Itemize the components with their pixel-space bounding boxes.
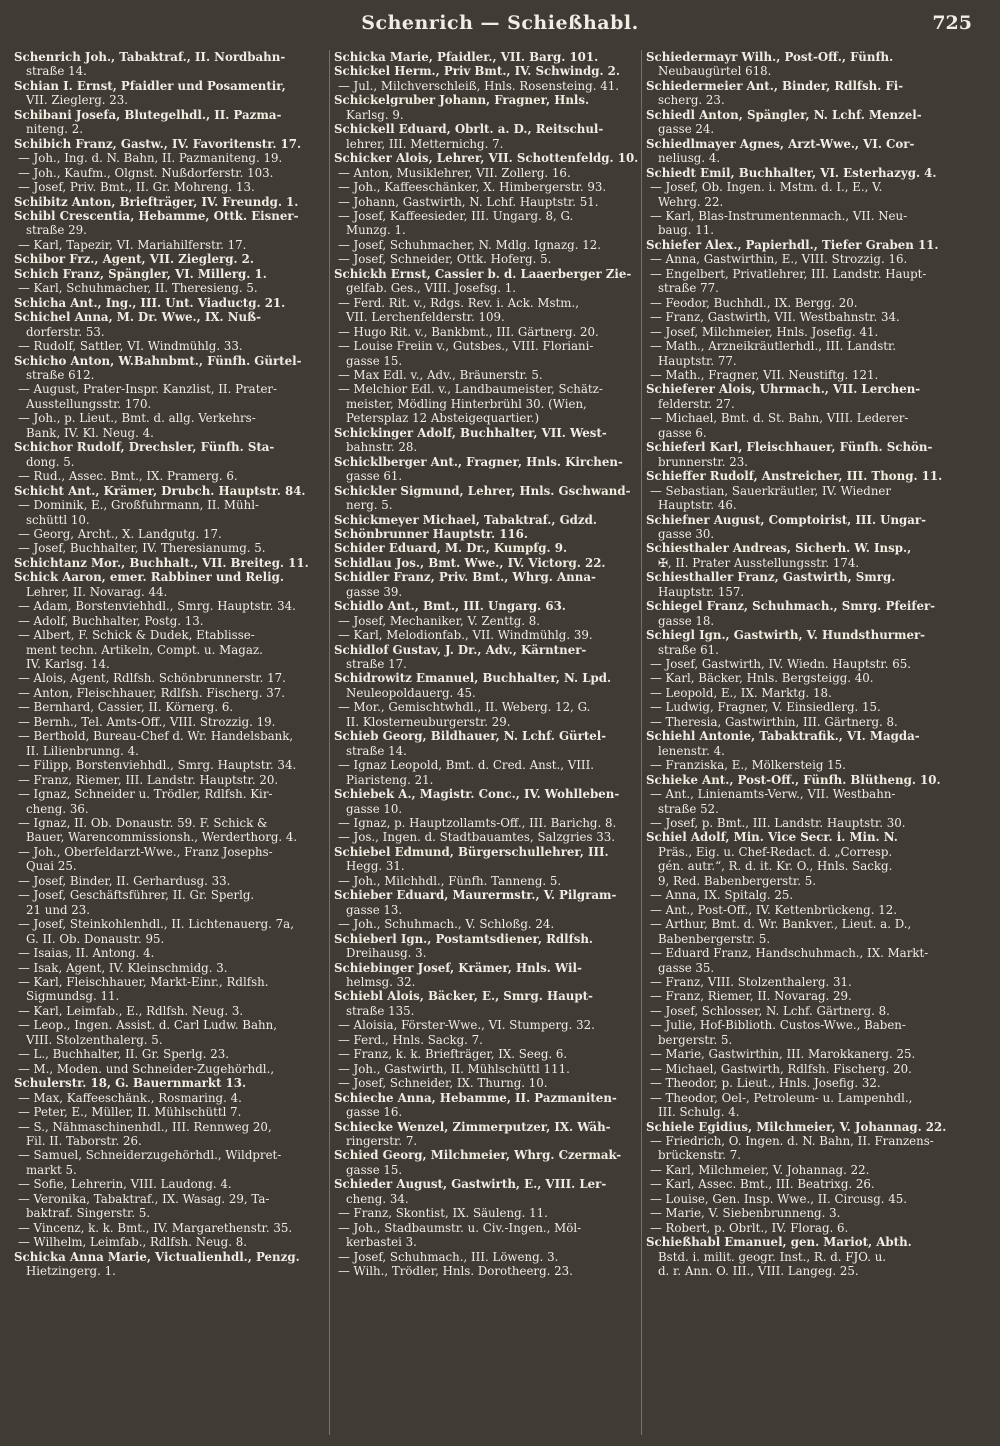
directory-entry-line: — Ignaz, p. Hauptzollamts-Off., III. Barichg. 8.	[338, 816, 617, 831]
directory-entry-line: Schiecke Wenzel, Zimmerputzer, IX. Wäh-	[334, 1119, 611, 1134]
directory-entry-line: — Max Edl. v., Adv., Bräunerstr. 5.	[338, 367, 543, 382]
directory-entry-line: ment techn. Artikeln, Compt. u. Magaz.	[26, 642, 263, 657]
directory-entry-line: Schick Aaron, emer. Rabbiner und Relig.	[14, 570, 284, 585]
directory-entry-line: markt 5.	[26, 1162, 77, 1177]
directory-entry-line: — Josef, Kaffeesieder, III. Ungarg. 8, G.	[338, 208, 574, 223]
directory-entry-line: — Joh., Stadbaumstr. u. Civ.-Ingen., Möl-	[338, 1220, 582, 1235]
directory-entry-line: schüttl 10.	[26, 512, 90, 527]
directory-entry-line: — Josef, Binder, II. Gerhardusg. 33.	[18, 873, 231, 888]
directory-entry-line: Schiedlmayer Agnes, Arzt-Wwe., VI. Cor-	[646, 136, 915, 151]
directory-entry-line: — Anna, Gastwirthin, E., VIII. Strozzig. 16.	[650, 252, 908, 267]
directory-entry-line: Schießhabl Emanuel, gen. Mariot, Abth.	[646, 1235, 912, 1250]
directory-entry-line: Schidlau Jos., Bmt. Wwe., IV. Victorg. 22.	[334, 555, 606, 570]
directory-column-3	[646, 50, 990, 1440]
directory-entry-line: Babenbergerstr. 5.	[658, 931, 771, 946]
directory-entry-line: Schibl Crescentia, Hebamme, Ottk. Eisner-	[14, 208, 299, 223]
directory-entry-line: Schiedermeier Ant., Binder, Rdlfsh. Fi-	[646, 78, 904, 93]
directory-entry-line: Schiefner August, Comptoirist, III. Ungar-	[646, 512, 927, 527]
directory-entry-line: Schibor Frz., Agent, VII. Zieglerg. 2.	[14, 252, 254, 267]
directory-entry-line: Schickh Ernst, Cassier b. d. Laaerberger Zie-	[334, 266, 632, 281]
directory-entry-line: — Albert, F. Schick & Dudek, Etablisse-	[18, 628, 255, 643]
directory-entry-line: — Wilhelm, Leimfab., Rdlfsh. Neug. 8.	[18, 1235, 247, 1250]
directory-entry-line: — Rudolf, Sattler, VI. Windmühlg. 33.	[18, 339, 243, 354]
directory-entry-line: Bauer, Warencommissionsh., Werderthorg. 4.	[26, 830, 298, 845]
directory-entry-line: Schieb Georg, Bildhauer, N. Lchf. Gürtel-	[334, 729, 607, 744]
directory-entry-line: Schian I. Ernst, Pfaidler und Posamentir,	[14, 78, 286, 93]
directory-entry-line: Schiegel Franz, Schuhmach., Smrg. Pfeifer-	[646, 599, 936, 614]
directory-entry-line: Hauptstr. 46.	[658, 498, 737, 513]
directory-entry-line: — Ant., Linienamts-Verw., VII. Westbahn-	[650, 787, 896, 802]
directory-entry-line: Schichtanz Mor., Buchhalt., VII. Breiteg. 11.	[14, 555, 309, 570]
directory-entry-line: Lehrer, II. Novarag. 44.	[26, 584, 168, 599]
directory-entry-line: — Friedrich, O. Ingen. d. N. Bahn, II. Franzens-	[650, 1133, 934, 1148]
directory-entry-line: — Michael, Bmt. d. St. Bahn, VIII. Lederer-	[650, 411, 909, 426]
directory-entry-line: — Math., Arzneikräutlerhdl., III. Landstr.	[650, 339, 897, 354]
directory-entry-line: straße 61.	[658, 642, 719, 657]
directory-entry-line: — Melchior Edl. v., Landbaumeister, Schätz-	[338, 382, 603, 397]
directory-entry-line: Ausstellungsstr. 170.	[26, 396, 152, 411]
directory-column-1	[14, 50, 326, 1440]
directory-entry-line: Schiedl Anton, Spängler, N. Lchf. Menzel-	[646, 107, 922, 122]
directory-entry-line: — Isaias, II. Antong. 4.	[18, 946, 155, 961]
directory-entry-line: d. r. Ann. O. III., VIII. Langeg. 25.	[658, 1264, 859, 1279]
directory-entry-line: nerg. 5.	[346, 498, 393, 513]
directory-entry-line: — Theresia, Gastwirthin, III. Gärtnerg. 8.	[650, 714, 898, 729]
directory-entry-line: Schenrich Joh., Tabaktraf., II. Nordbahn-	[14, 50, 286, 64]
page-header	[0, 8, 1000, 42]
directory-entry-line: — Louise, Gen. Insp. Wwe., II. Circusg. 45.	[650, 1191, 908, 1206]
directory-entry-line: Schieber Eduard, Maurermstr., V. Pilgram-	[334, 888, 617, 903]
directory-entry-line: Schiebinger Josef, Krämer, Hnls. Wil-	[334, 960, 582, 975]
directory-entry-line: straße 14.	[346, 743, 407, 758]
directory-entry-line: Schiedermayr Wilh., Post-Off., Fünfh.	[646, 50, 894, 64]
directory-entry-line: — Karl, Tapezir, VI. Mariahilferstr. 17.	[18, 237, 247, 252]
directory-entry-line: dorferstr. 53.	[26, 324, 105, 339]
directory-entry-line: VII. Lerchenfelderstr. 109.	[346, 310, 505, 325]
directory-entry-line: — Josef, Milchmeier, Hnls. Josefig. 41.	[650, 324, 879, 339]
directory-entry-line: Schieferl Karl, Fleischhauer, Fünfh. Schön-	[646, 440, 933, 455]
directory-entry-line: — Wilh., Trödler, Hnls. Dorotheerg. 23.	[338, 1264, 573, 1279]
directory-entry-line: VIII. Stolzenthalerg. 5.	[26, 1032, 163, 1047]
directory-entry-line: gelfab. Ges., VIII. Josefsg. 1.	[346, 281, 517, 296]
directory-entry-line: Schönbrunner Hauptstr. 116.	[334, 526, 528, 541]
directory-entry-line: — Bernhard, Cassier, II. Körnerg. 6.	[18, 700, 234, 715]
directory-entry-line: VII. Zieglerg. 23.	[26, 93, 129, 108]
directory-entry-line: — Jul., Milchverschleiß, Hnls. Rosensteing. 41.	[338, 78, 619, 93]
directory-entry-line: gasse 39.	[346, 584, 403, 599]
directory-entry-line: — Eduard Franz, Handschuhmach., IX. Markt-	[650, 946, 929, 961]
directory-entry-line: straße 612.	[26, 367, 95, 382]
directory-entry-line: Schicht Ant., Krämer, Drubch. Hauptstr. 84.	[14, 483, 306, 498]
directory-entry-line: — Ant., Post-Off., IV. Kettenbrückeng. 12.	[650, 902, 897, 917]
directory-entry-line: — Josef, Geschäftsführer, II. Gr. Sperlg.	[18, 888, 255, 903]
directory-entry-line: III. Schulg. 4.	[658, 1105, 740, 1120]
directory-entry-line: Schicka Marie, Pfaidler., VII. Barg. 101.	[334, 50, 599, 64]
directory-entry-line: II. Lilienbrunng. 4.	[26, 743, 139, 758]
directory-entry-line: Dreihausg. 3.	[346, 946, 427, 961]
directory-entry-line: straße 52.	[658, 801, 719, 816]
directory-entry-line: — Karl, Schuhmacher, II. Theresieng. 5.	[18, 281, 258, 296]
directory-entry-line: — Samuel, Schneiderzugehörhdl., Wildpret-	[18, 1148, 282, 1163]
column-rule	[641, 50, 642, 1435]
directory-entry-line: — Josef, Schuhmacher, N. Mdlg. Ignazg. 12.	[338, 237, 601, 252]
directory-entry-line: Karlsg. 9.	[346, 107, 404, 122]
directory-entry-line: Schidlof Gustav, J. Dr., Adv., Kärntner-	[334, 642, 587, 657]
directory-entry-line: Schider Eduard, M. Dr., Kumpfg. 9.	[334, 541, 568, 556]
directory-entry-line: — Adam, Borstenviehhdl., Smrg. Hauptstr. 34.	[18, 599, 296, 614]
directory-entry-line: Schibani Josefa, Blutegelhdl., II. Pazma-	[14, 107, 282, 122]
directory-entry-line: felderstr. 27.	[658, 396, 735, 411]
directory-entry-line: — Joh., Kaffeeschänker, X. Himbergerstr. 93.	[338, 180, 607, 195]
directory-entry-line: kerbastei 3.	[346, 1235, 417, 1250]
directory-entry-line: — Karl, Assec. Bmt., III. Beatrixg. 26.	[650, 1177, 875, 1192]
directory-column-2	[334, 50, 638, 1440]
directory-entry-line: — Mor., Gemischtwhdl., II. Weberg. 12, G.	[338, 700, 591, 715]
directory-entry-line: — Josef, p. Bmt., III. Landstr. Hauptstr. 30.	[650, 816, 906, 831]
directory-entry-line: Hietzingerg. 1.	[26, 1264, 116, 1279]
directory-entry-line: — Peter, E., Müller, II. Mühlschüttl 7.	[18, 1105, 242, 1120]
directory-entry-line: — Joh., Gastwirth, II. Mühlschüttl 111.	[338, 1061, 570, 1076]
directory-entry-line: — Jos., Ingen. d. Stadtbauamtes, Salzgries 33.	[338, 830, 616, 845]
directory-entry-line: — Franz, k. k. Briefträger, IX. Seeg. 6.	[338, 1047, 568, 1062]
directory-entry-line: — Franz, Riemer, II. Novarag. 29.	[650, 989, 852, 1004]
directory-entry-line: — Johann, Gastwirth, N. Lchf. Hauptstr. 51.	[338, 194, 599, 209]
directory-entry-line: gasse 16.	[346, 1105, 403, 1120]
directory-entry-line: cheng. 36.	[26, 801, 89, 816]
directory-entry-line: Schiel Adolf, Min. Vice Secr. i. Min. N.	[646, 830, 898, 845]
directory-entry-line: gasse 13.	[346, 902, 403, 917]
directory-entry-line: lehrer, III. Metternichg. 7.	[346, 136, 504, 151]
directory-entry-line: Schiehl Antonie, Tabaktrafik., VI. Magda-	[646, 729, 920, 744]
directory-entry-line: — Josef, Steinkohlenhdl., II. Lichtenauerg. 7a,	[18, 917, 294, 932]
directory-entry-line: — Adolf, Buchhalter, Postg. 13.	[18, 613, 204, 628]
directory-entry-line: cheng. 34.	[346, 1191, 409, 1206]
directory-entry-line: Schickelgruber Johann, Fragner, Hnls.	[334, 93, 590, 108]
directory-entry-line: gasse 30.	[658, 526, 715, 541]
directory-entry-line: Schied Georg, Milchmeier, Whrg. Czermak-	[334, 1148, 622, 1163]
directory-entry-line: — Josef, Schlosser, N. Lchf. Gärtnerg. 8.	[650, 1003, 890, 1018]
directory-entry-line: — Ignaz Leopold, Bmt. d. Cred. Anst., VIII.	[338, 758, 595, 773]
directory-entry-line: — Josef, Schneider, IX. Thurng. 10.	[338, 1076, 548, 1091]
directory-entry-line: — Engelbert, Privatlehrer, III. Landstr. Haupt-	[650, 266, 927, 281]
directory-entry-line: Schiefer Alex., Papierhdl., Tiefer Graben 11.	[646, 237, 939, 252]
directory-entry-line: gasse 15.	[346, 1162, 403, 1177]
directory-entry-line: — August, Prater-Inspr. Kanzlist, II. Prater-	[18, 382, 278, 397]
directory-entry-line: — Michael, Gastwirth, Rdlfsh. Fischerg. 20.	[650, 1061, 912, 1076]
directory-entry-line: — S., Nähmaschinenhdl., III. Rennweg 20,	[18, 1119, 272, 1134]
directory-entry-line: Schieder August, Gastwirth, E., VIII. Ler-	[334, 1177, 607, 1192]
directory-entry-line: Schiebek A., Magistr. Conc., IV. Wohlleben-	[334, 787, 620, 802]
directory-entry-line: baktraf. Singerstr. 5.	[26, 1206, 151, 1221]
directory-entry-line: — Leop., Ingen. Assist. d. Carl Ludw. Bahn,	[18, 1018, 277, 1033]
directory-entry-line: Schieberl Ign., Postamtsdiener, Rdlfsh.	[334, 931, 594, 946]
directory-entry-line: scherg. 23.	[658, 93, 725, 108]
directory-entry-line: — Vincenz, k. k. Bmt., IV. Margarethenstr. 35.	[18, 1220, 293, 1235]
directory-entry-line: gasse 10.	[346, 801, 403, 816]
column-rule	[329, 50, 330, 1435]
directory-entry-line: — Leopold, E., IX. Marktg. 18.	[650, 685, 832, 700]
directory-entry-line: Schiesthaler Andreas, Sicherh. W. Insp.,	[646, 541, 912, 556]
directory-entry-line: — Josef, Buchhalter, IV. Theresianumg. 5.	[18, 541, 266, 556]
directory-entry-line: Hegg. 31.	[346, 859, 405, 874]
directory-entry-line: — Feodor, Buchhdl., IX. Bergg. 20.	[650, 295, 858, 310]
directory-entry-line: — Aloisia, Förster-Wwe., VI. Stumperg. 32.	[338, 1018, 595, 1033]
directory-entry-line: straße 29.	[26, 223, 87, 238]
directory-entry-line: Sigmundsg. 11.	[26, 989, 120, 1004]
directory-entry-line: Bank, IV. Kl. Neug. 4.	[26, 425, 154, 440]
directory-entry-line: — Anton, Musiklehrer, VII. Zollerg. 16.	[338, 165, 571, 180]
directory-entry-line: helmsg. 32.	[346, 975, 416, 989]
directory-entry-line: meister, Mödling Hinterbrühl 30. (Wien,	[346, 396, 587, 411]
directory-entry-line: Piaristeng. 21.	[346, 772, 434, 787]
directory-entry-line: G. II. Ob. Donaustr. 95.	[26, 931, 165, 946]
directory-entry-line: brunnerstr. 23.	[658, 454, 749, 469]
directory-entry-line: — Franz, Gastwirth, VII. Westbahnstr. 34.	[650, 310, 900, 325]
directory-entry-line: Hauptstr. 77.	[658, 353, 737, 368]
directory-entry-line: Schich Franz, Spängler, VI. Millerg. 1.	[14, 266, 267, 281]
directory-entry-line: — Ferd. Rit. v., Rdgs. Rev. i. Ack. Mstm.,	[338, 295, 579, 310]
directory-entry-line: Schieferer Alois, Uhrmach., VII. Lerchen-	[646, 382, 921, 397]
directory-entry-line: Neubaugürtel 618.	[658, 64, 772, 79]
directory-entry-line: Schichor Rudolf, Drechsler, Fünfh. Sta-	[14, 440, 275, 455]
directory-entry-line: — Karl, Bäcker, Hnls. Bergsteigg. 40.	[650, 671, 874, 686]
directory-entry-line: — Josef, Priv. Bmt., II. Gr. Mohreng. 13.	[18, 180, 255, 195]
directory-entry-line: — Marie, V. Siebenbrunneng. 3.	[650, 1206, 841, 1221]
directory-entry-line: bahnstr. 28.	[346, 440, 418, 455]
directory-entry-line: Schicka Anna Marie, Victualienhdl., Penzg.	[14, 1249, 300, 1264]
directory-entry-line: — Joh., p. Lieut., Bmt. d. allg. Verkehrs-	[18, 411, 256, 426]
directory-entry-line: Quai 25.	[26, 859, 77, 874]
directory-entry-line: — Sofie, Lehrerin, VIII. Laudong. 4.	[18, 1177, 232, 1192]
directory-entry-line: — Rud., Assec. Bmt., IX. Pramerg. 6.	[18, 469, 238, 484]
directory-entry-line: — Hugo Rit. v., Bankbmt., III. Gärtnerg. 20.	[338, 324, 599, 339]
directory-entry-line: Schiedt Emil, Buchhalter, VI. Esterhazyg. 4.	[646, 165, 937, 180]
directory-entry-line: — Karl, Melodionfab., VII. Windmühlg. 39.	[338, 628, 593, 643]
directory-entry-line: Munzg. 1.	[346, 223, 406, 238]
directory-entry-line: — Ignaz, II. Ob. Donaustr. 59. F. Schick &	[18, 816, 268, 831]
directory-entry-line: Schiebl Alois, Bäcker, E., Smrg. Haupt-	[334, 989, 593, 1004]
directory-entry-line: Schiesthaller Franz, Gastwirth, Smrg.	[646, 570, 896, 585]
directory-entry-line: gasse 61.	[346, 469, 403, 484]
directory-entry-line: straße 135.	[346, 1003, 415, 1018]
directory-entry-line: gasse 15.	[346, 353, 403, 368]
directory-entry-line: straße 14.	[26, 64, 87, 79]
directory-entry-line: Schidler Franz, Priv. Bmt., Whrg. Anna-	[334, 570, 596, 585]
directory-entry-line: — Ferd., Hnls. Sackg. 7.	[338, 1032, 483, 1047]
directory-entry-line: Bstd. i. milit. geogr. Inst., R. d. FJO. u.	[658, 1249, 887, 1264]
directory-entry-line: Schicho Anton, W.Bahnbmt., Fünfh. Gürtel-	[14, 353, 302, 368]
directory-entry-line: — Ignaz, Schneider u. Trödler, Rdlfsh. Kir-	[18, 787, 273, 802]
directory-entry-line: — Georg, Archt., X. Landgutg. 17.	[18, 526, 222, 541]
directory-entry-line: — Karl, Leimfab., E., Rdlfsh. Neug. 3.	[18, 1003, 244, 1018]
directory-entry-line: — Josef, Gastwirth, IV. Wiedn. Hauptstr. 65.	[650, 657, 912, 672]
directory-entry-line: 21 und 23.	[26, 902, 91, 917]
directory-entry-line: Schickinger Adolf, Buchhalter, VII. West-	[334, 425, 607, 440]
directory-entry-line: gasse 6.	[658, 425, 707, 440]
directory-entry-line: lenenstr. 4.	[658, 743, 725, 758]
directory-entry-line: — Ludwig, Fragner, V. Einsiedlerg. 15.	[650, 700, 881, 715]
directory-entry-line: Schicklberger Ant., Fragner, Hnls. Kirchen-	[334, 454, 623, 469]
directory-entry-line: Schicha Ant., Ing., III. Unt. Viaductg. 21.	[14, 295, 286, 310]
directory-entry-line: — Karl, Blas-Instrumentenmach., VII. Neu-	[650, 208, 908, 223]
directory-entry-line: — Franziska, E., Mölkersteig 15.	[650, 758, 846, 773]
directory-entry-line: Schulerstr. 18, G. Bauernmarkt 13.	[14, 1076, 247, 1091]
directory-entry-line: — Marie, Gastwirthin, III. Marokkanerg. 25.	[650, 1047, 916, 1062]
directory-entry-line: — Josef, Mechaniker, V. Zenttg. 8.	[338, 613, 541, 628]
directory-entry-line: — Josef, Schuhmach., III. Löweng. 3.	[338, 1249, 559, 1264]
directory-entry-line: — Joh., Milchhdl., Fünfh. Tanneng. 5.	[338, 873, 562, 888]
directory-entry-line: straße 17.	[346, 657, 407, 672]
directory-entry-line: — Isak, Agent, IV. Kleinschmidg. 3.	[18, 960, 228, 975]
directory-entry-line: IV. Karlsg. 14.	[26, 657, 110, 672]
directory-entry-line: neliusg. 4.	[658, 151, 721, 166]
directory-entry-line: — Josef, Schneider, Ottk. Hoferg. 5.	[338, 252, 552, 267]
directory-entry-line: Schieche Anna, Hebamme, II. Pazmaniten-	[334, 1090, 617, 1105]
directory-entry-line: — Veronika, Tabaktraf., IX. Wasag. 29, Ta-	[18, 1191, 270, 1206]
directory-entry-line: Schieffer Rudolf, Anstreicher, III. Thong. 11.	[646, 469, 943, 484]
directory-entry-line: gasse 35.	[658, 960, 715, 975]
directory-entry-line: — Franz, Skontist, IX. Säuleng. 11.	[338, 1206, 548, 1221]
directory-entry-line: Hauptstr. 157.	[658, 584, 745, 599]
directory-entry-line: Neuleopoldauerg. 45.	[346, 685, 476, 700]
directory-entry-line: — M., Moden. und Schneider-Zugehörhdl.,	[18, 1061, 275, 1076]
directory-entry-line: Schieke Ant., Post-Off., Fünfh. Blütheng. 10.	[646, 772, 941, 787]
directory-entry-line: — Franz, VIII. Stolzenthalerg. 31.	[650, 975, 852, 989]
directory-entry-line: Schickmeyer Michael, Tabaktraf., Gdzd.	[334, 512, 597, 527]
directory-entry-line: — Alois, Agent, Rdlfsh. Schönbrunnerstr. 17.	[18, 671, 286, 686]
directory-entry-line: — Franz, Riemer, III. Landstr. Hauptstr. 20.	[18, 772, 279, 787]
directory-entry-line: Schidrowitz Emanuel, Buchhalter, N. Lpd.	[334, 671, 612, 686]
directory-entry-line: straße 77.	[658, 281, 719, 296]
directory-entry-line: — Louise Freiin v., Gutsbes., VIII. Floriani-	[338, 339, 594, 354]
directory-entry-line: — Joh., Kaufm., Olgnst. Nußdorferstr. 103.	[18, 165, 274, 180]
directory-entry-line: ✠, II. Prater Ausstellungsstr. 174.	[658, 555, 860, 570]
directory-entry-line: — Karl, Milchmeier, V. Johannag. 22.	[650, 1162, 870, 1177]
directory-entry-line: — Julie, Hof-Biblioth. Custos-Wwe., Baben-	[650, 1018, 906, 1033]
directory-entry-line: — Arthur, Bmt. d. Wr. Bankver., Lieut. a. D.,	[650, 917, 912, 932]
directory-entry-line: — Joh., Oberfeldarzt-Wwe., Franz Josephs-	[18, 844, 273, 859]
directory-entry-line: ringerstr. 7.	[346, 1133, 418, 1148]
directory-entry-line: — Joh., Ing. d. N. Bahn, II. Pazmaniteng. 19.	[18, 151, 283, 166]
directory-entry-line: Wehrg. 22.	[658, 194, 724, 209]
directory-entry-line: Schickler Sigmund, Lehrer, Hnls. Gschwand-	[334, 483, 631, 498]
directory-entry-line: 9, Red. Babenbergerstr. 5.	[658, 873, 816, 888]
directory-entry-line: — Anna, IX. Spitalg. 25.	[650, 888, 794, 903]
directory-entry-line: niteng. 2.	[26, 122, 83, 137]
directory-entry-line: gasse 24.	[658, 122, 715, 137]
directory-entry-line: Schickell Eduard, Obrlt. a. D., Reitschul-	[334, 122, 604, 137]
directory-entry-line: dong. 5.	[26, 454, 75, 469]
directory-entry-line: gén. autr.“, R. d. it. Kr. O., Hnls. Sackg.	[658, 859, 893, 874]
directory-entry-line: baug. 11.	[658, 223, 714, 238]
directory-entry-line: — Bernh., Tel. Amts-Off., VIII. Strozzig. 19.	[18, 714, 276, 729]
directory-entry-line: — Karl, Fleischhauer, Markt-Einr., Rdlfsh.	[18, 975, 269, 989]
directory-entry-line: — Berthold, Bureau-Chef d. Wr. Handelsbank,	[18, 729, 294, 744]
directory-entry-line: Schickel Herm., Priv Bmt., IV. Schwindg. 2.	[334, 64, 620, 79]
directory-entry-line: Schidlo Ant., Bmt., III. Ungarg. 63.	[334, 599, 566, 614]
directory-entry-line: — Theodor, p. Lieut., Hnls. Josefig. 32.	[650, 1076, 881, 1091]
directory-entry-line: Petersplaz 12 Absteigequartier.)	[346, 411, 540, 426]
directory-entry-line: Schiele Egidius, Milchmeier, V. Johannag. 22.	[646, 1119, 947, 1134]
directory-entry-line: Schibich Franz, Gastw., IV. Favoritenstr. 17.	[14, 136, 302, 151]
directory-entry-line: II. Klosterneuburgerstr. 29.	[346, 714, 511, 729]
directory-entry-line: Schiebel Edmund, Bürgerschullehrer, III.	[334, 844, 609, 859]
directory-entry-line: — Filipp, Borstenviehhdl., Smrg. Hauptstr. 34.	[18, 758, 297, 773]
directory-entry-line: — Joh., Schuhmach., V. Schloßg. 24.	[338, 917, 555, 932]
directory-entry-line: — L., Buchhalter, II. Gr. Sperlg. 23.	[18, 1047, 229, 1062]
directory-entry-line: Schichel Anna, M. Dr. Wwe., IX. Nuß-	[14, 310, 261, 325]
directory-entry-line: gasse 18.	[658, 613, 715, 628]
directory-entry-line: — Josef, Ob. Ingen. i. Mstm. d. I., E., V.	[650, 180, 883, 195]
directory-entry-line: Schicker Alois, Lehrer, VII. Schottenfeldg. 10.	[334, 151, 638, 166]
directory-entry-line: Fil. II. Taborstr. 26.	[26, 1133, 142, 1148]
directory-entry-line: brückenstr. 7.	[658, 1148, 742, 1163]
directory-entry-line: — Robert, p. Obrlt., IV. Florag. 6.	[650, 1220, 849, 1235]
directory-entry-line: — Theodor, Oel-, Petroleum- u. Lampenhdl.,	[650, 1090, 913, 1105]
directory-entry-line: — Math., Fragner, VII. Neustiftg. 121.	[650, 367, 879, 382]
directory-entry-line: bergerstr. 5.	[658, 1032, 733, 1047]
directory-entry-line: Schibitz Anton, Briefträger, IV. Freundg. 1.	[14, 194, 299, 209]
directory-entry-line: — Anton, Fleischhauer, Rdlfsh. Fischerg. 37.	[18, 685, 286, 700]
page-number: 725	[932, 12, 972, 34]
running-title: Schenrich — Schießhabl.	[361, 12, 639, 34]
directory-entry-line: — Max, Kaffeeschänk., Rosmaring. 4.	[18, 1090, 242, 1105]
directory-entry-line: Schiegl Ign., Gastwirth, V. Hundsthurmer-	[646, 628, 926, 643]
directory-entry-line: — Dominik, E., Großfuhrmann, II. Mühl-	[18, 498, 259, 513]
directory-entry-line: — Sebastian, Sauerkräutler, IV. Wiedner	[650, 483, 892, 498]
directory-entry-line: Präs., Eig. u. Chef-Redact. d. „Corresp.	[658, 844, 893, 859]
